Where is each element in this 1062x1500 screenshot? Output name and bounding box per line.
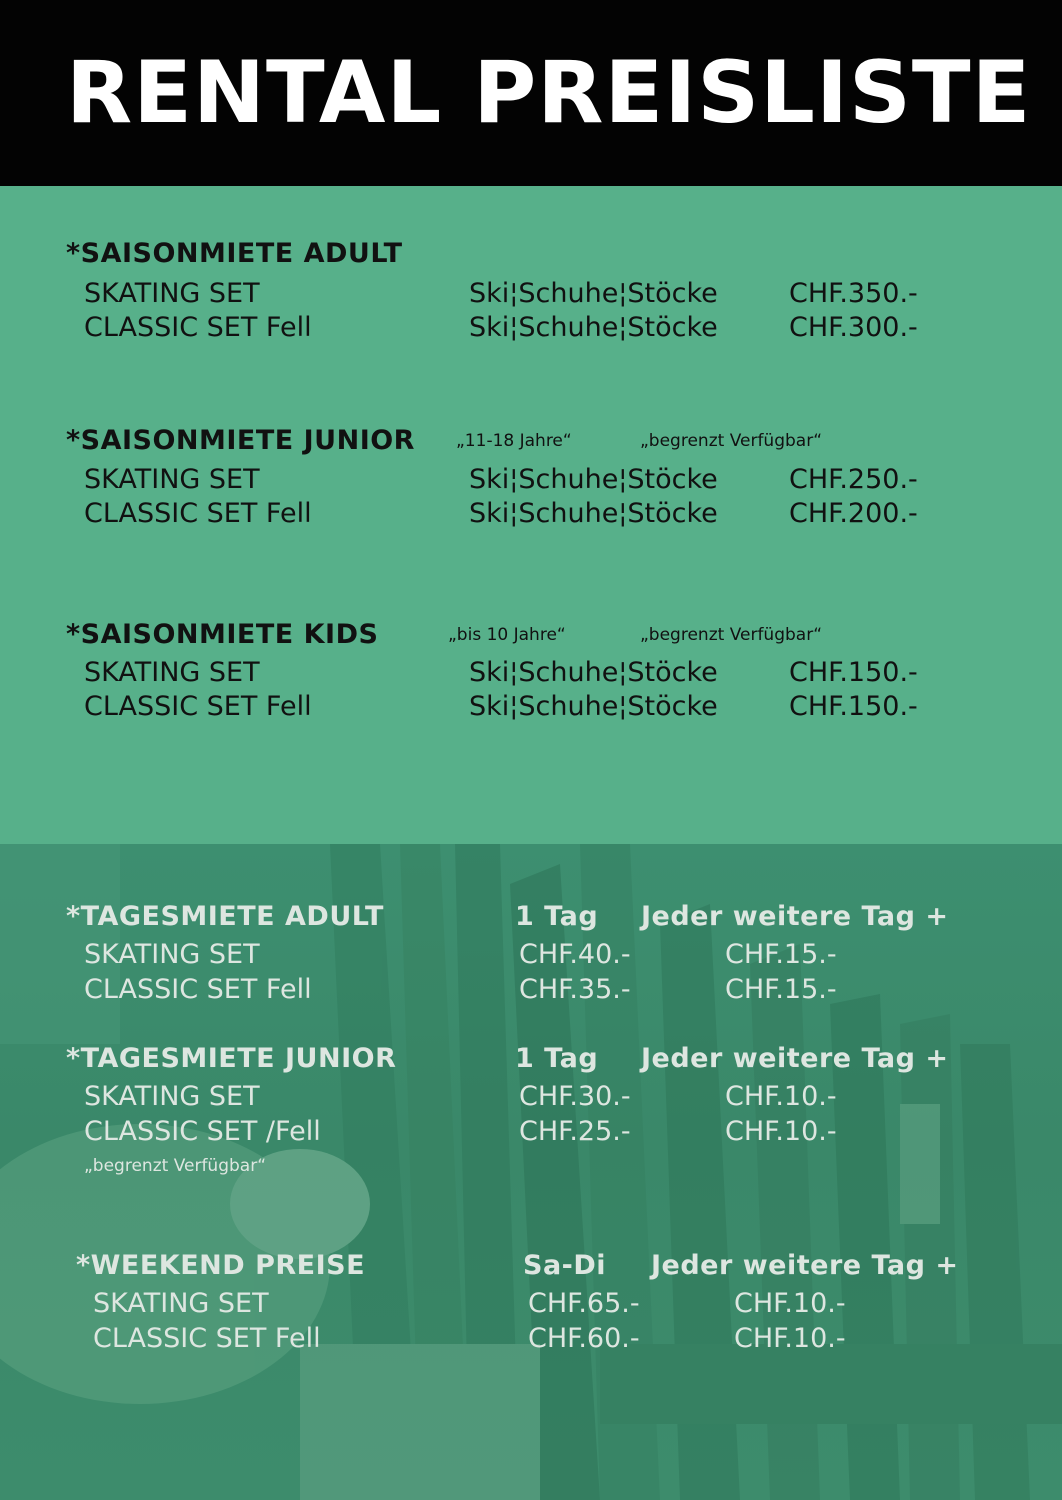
- row-price: CHF.300.-: [789, 312, 918, 343]
- row-name: SKATING SET: [84, 657, 260, 688]
- row-price: CHF.150.-: [789, 657, 918, 688]
- row-name: SKATING SET: [84, 939, 260, 970]
- section-heading: *SAISONMIETE KIDS: [66, 619, 379, 650]
- section-heading: *SAISONMIETE JUNIOR: [66, 425, 415, 456]
- row-name: SKATING SET: [84, 1081, 260, 1112]
- row-name: CLASSIC SET Fell: [84, 974, 312, 1005]
- column-header-additional: Jeder weitere Tag +: [641, 1043, 949, 1074]
- row-name: CLASSIC SET Fell: [84, 498, 312, 529]
- age-note: „11-18 Jahre“: [456, 431, 572, 451]
- row-name: CLASSIC SET Fell: [93, 1323, 321, 1354]
- availability-note: „begrenzt Verfügbar“: [84, 1156, 267, 1176]
- row-name: CLASSIC SET Fell: [84, 312, 312, 343]
- row-items: Ski¦Schuhe¦Stöcke: [469, 691, 718, 722]
- column-header-additional: Jeder weitere Tag +: [651, 1250, 959, 1281]
- row-items: Ski¦Schuhe¦Stöcke: [469, 498, 718, 529]
- section-heading: *SAISONMIETE ADULT: [66, 238, 403, 269]
- row-name: CLASSIC SET Fell: [84, 691, 312, 722]
- column-header-first: Sa-Di: [523, 1250, 607, 1281]
- section-heading: *TAGESMIETE JUNIOR: [66, 1043, 397, 1074]
- row-price: CHF.200.-: [789, 498, 918, 529]
- column-header-first: 1 Tag: [515, 901, 599, 932]
- row-price-first: CHF.25.-: [519, 1116, 631, 1147]
- row-price: CHF.250.-: [789, 464, 918, 495]
- age-note: „bis 10 Jahre“: [448, 625, 566, 645]
- availability-note: „begrenzt Verfügbar“: [640, 431, 823, 451]
- row-price-first: CHF.30.-: [519, 1081, 631, 1112]
- row-name: CLASSIC SET /Fell: [84, 1116, 321, 1147]
- row-price-additional: CHF.10.-: [734, 1288, 846, 1319]
- section-heading: *TAGESMIETE ADULT: [66, 901, 384, 932]
- row-name: SKATING SET: [84, 464, 260, 495]
- row-price-additional: CHF.10.-: [725, 1116, 837, 1147]
- row-price-first: CHF.65.-: [528, 1288, 640, 1319]
- row-items: Ski¦Schuhe¦Stöcke: [469, 657, 718, 688]
- section-heading: *WEEKEND PREISE: [76, 1250, 366, 1281]
- page-title: RENTAL PREISLISTE: [66, 43, 1032, 143]
- row-name: SKATING SET: [93, 1288, 269, 1319]
- row-items: Ski¦Schuhe¦Stöcke: [469, 278, 718, 309]
- row-price-first: CHF.60.-: [528, 1323, 640, 1354]
- row-price-additional: CHF.10.-: [734, 1323, 846, 1354]
- row-price-additional: CHF.15.-: [725, 939, 837, 970]
- row-name: SKATING SET: [84, 278, 260, 309]
- availability-note: „begrenzt Verfügbar“: [640, 625, 823, 645]
- column-header-first: 1 Tag: [515, 1043, 599, 1074]
- row-price-additional: CHF.15.-: [725, 974, 837, 1005]
- row-price-additional: CHF.10.-: [725, 1081, 837, 1112]
- header-bar: [0, 0, 1062, 186]
- row-price: CHF.350.-: [789, 278, 918, 309]
- row-price-first: CHF.35.-: [519, 974, 631, 1005]
- row-price-first: CHF.40.-: [519, 939, 631, 970]
- row-items: Ski¦Schuhe¦Stöcke: [469, 312, 718, 343]
- column-header-additional: Jeder weitere Tag +: [641, 901, 949, 932]
- row-price: CHF.150.-: [789, 691, 918, 722]
- row-items: Ski¦Schuhe¦Stöcke: [469, 464, 718, 495]
